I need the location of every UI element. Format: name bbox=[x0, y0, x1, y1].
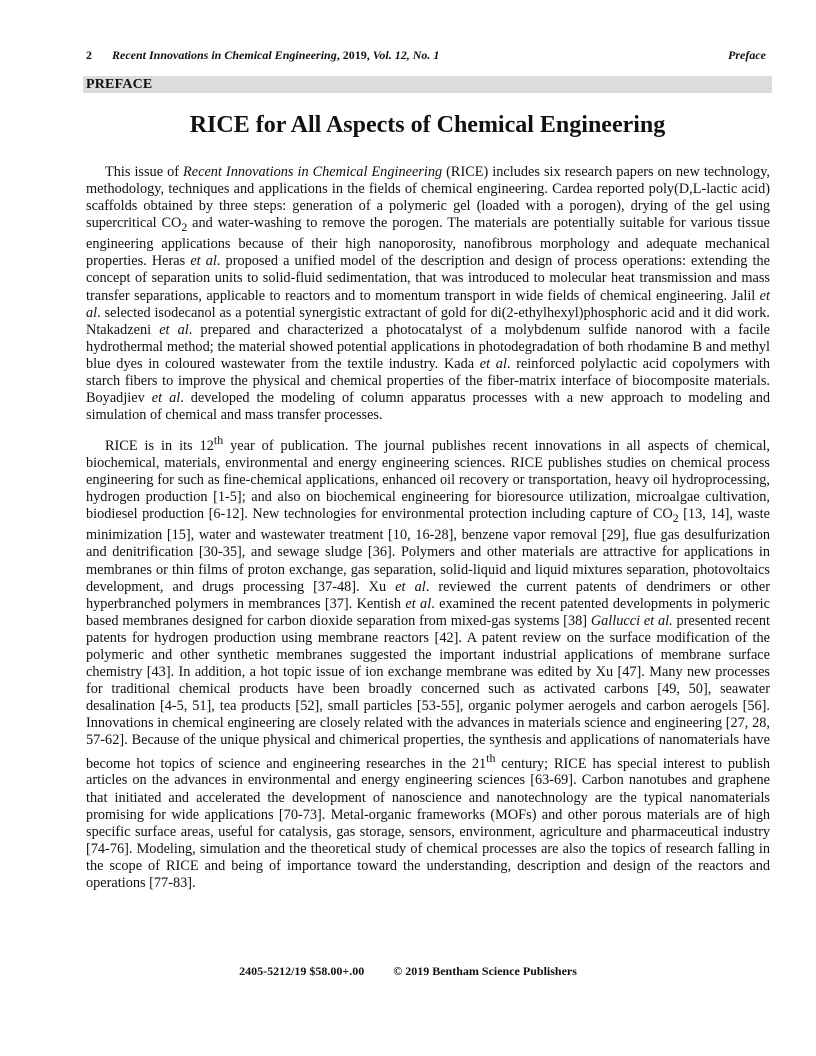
article-body bbox=[86, 164, 770, 900]
issn-price: 2405-5212/19 $58.00+.00 bbox=[239, 964, 365, 978]
section-name: Preface bbox=[728, 48, 766, 62]
running-header bbox=[86, 48, 766, 64]
page-number: 2 bbox=[86, 48, 92, 62]
section-label: PREFACE bbox=[86, 77, 153, 92]
article-title: RICE for All Aspects of Chemical Engineering bbox=[189, 112, 666, 138]
journal-citation: Recent Innovations in Chemical Engineering, 2019, Vol. 12, No. 1 bbox=[112, 48, 440, 62]
paragraph-2: RICE is in its 12th year of publication. The journal publishes recent innovations in all aspects of chemical, biochemical, materials, environmental and energy engineering sciences. RICE publishes studies on chemical process engineering for such as fine-chemical applications, enhanced oil recovery or transportation, heavy oil hydroprocessing, hydrogen production [1-5]; and also on biochemical engineering for bioresource utilization, microalgae cultivation, biodiesel production [6-12]. New technologies for environmental protection including capture of $CO_2$ [13, 14], waste minimization [15], water and wastewater treatment [10, 16-28], benzene vapor removal [29], flue gas desulfurization and denitrification [30-35], and sewage sludge [36]. Polymers and other materials are attractive for applications in membranes or thin films of proton exchange, gas separation, solid-liquid and liquid mixtures separation, photovoltaics development, and drugs processing [37-48]. Xu et al. reviewed the current patents of dendrimers or other hyperbranched polymers in membrances [37]. Kentish et al. examined the recent patented developments in polymeric based membranes designed for carbon dioxide separation from mixed-gas systems [38] Gallucci et al. presented recent patents for hydrogen production using membrane reactors [42]. A patent review on the surface modification of the polymeric and other synthetic membranes suggested the important industrial applications of membrane surface chemistry [43]. In addition, a hot topic issue of ion exchange membrane was edited by Xu [47]. Many new processes for traditional chemical products have been broadly concerned such as activated carbons [49, 50], seawater desalination [4-5, 51], tea products [52], small particles [53-55], organic polymer aerogels and carbon aerogels [56]. Innovations in chemical engineering are closely related with the advances in materials science and engineering [27, 28, 57-62]. Because of the unique physical and chimerical properties, the synthesis and applications of nanomaterials have become hot topics of science and engineering researches in the 21th century; RICE has special interest to publish articles on the advances in environmental and energy engineering sciences [63-69]. Carbon nanotubes and graphene that initiated and accelerated the development of nanoscience and nanotechnology are the typical nanomaterials promising for wide applications [70-73]. Metal-organic frameworks (MOFs) and other porous materials are of high specific surface areas, useful for catalysis, gas storage, sensors, environment, agriculture and pharmaceutical industry [74-76]. Modeling, simulation and the theoretical study of chemical processes are also the topics of research falling in the scope of RICE and being of importance toward the understanding, description and design of the reactors and operations [77-83]. bbox=[86, 433, 771, 891]
page-footer bbox=[0, 964, 816, 979]
paragraph-1: This issue of Recent Innovations in Chemical Engineering (RICE) includes six research papers on new technology, methodology, techniques and applications in the fields of chemical engineering. Cardea reported poly(D,L-lactic acid) scaffolds obtained by three steps: generation of a polymeric gel (loaded with a porogen), drying of the gel using supercritical $CO_2$ and water-washing to remove the porogen. The materials are potentially suitable for various tissue engineering applications because of their high nanoporosity, nanofibrous morphology and adequate mechanical properties. Heras et al. proposed a unified model of the description and design of process operations: extending the concept of separation units to solid-fluid sedimentation, that was introduced to molecular heat transmission and mass transfer separations, applicable to reactors and to momentum transport in wide fields of chemical engineering. Jalil et al. selected isodecanol as a potential synergistic extractant of gold for di(2-ethylhexyl)phosphoric acid and it did work. Ntakadzeni et al. prepared and characterized a photocatalyst of a molybdenum sulfide nanorod with a facile hydrothermal method; the material showed potential applications in photodegradation of both rhodamine B and methyl blue dyes in coloured wastewater from the textile industry. Kada et al. reinforced polylactic acid copolymers with starch fibers to improve the physical and chemical properties of the fiber-matrix interface of biocomposite materials. Boyadjiev et al. developed the modeling of column apparatus processes with a new approach to modeling and simulation of chemical and mass transfer processes. bbox=[86, 164, 771, 424]
section-label-bar bbox=[83, 76, 772, 93]
copyright-notice: © 2019 Bentham Science Publishers bbox=[393, 964, 577, 978]
